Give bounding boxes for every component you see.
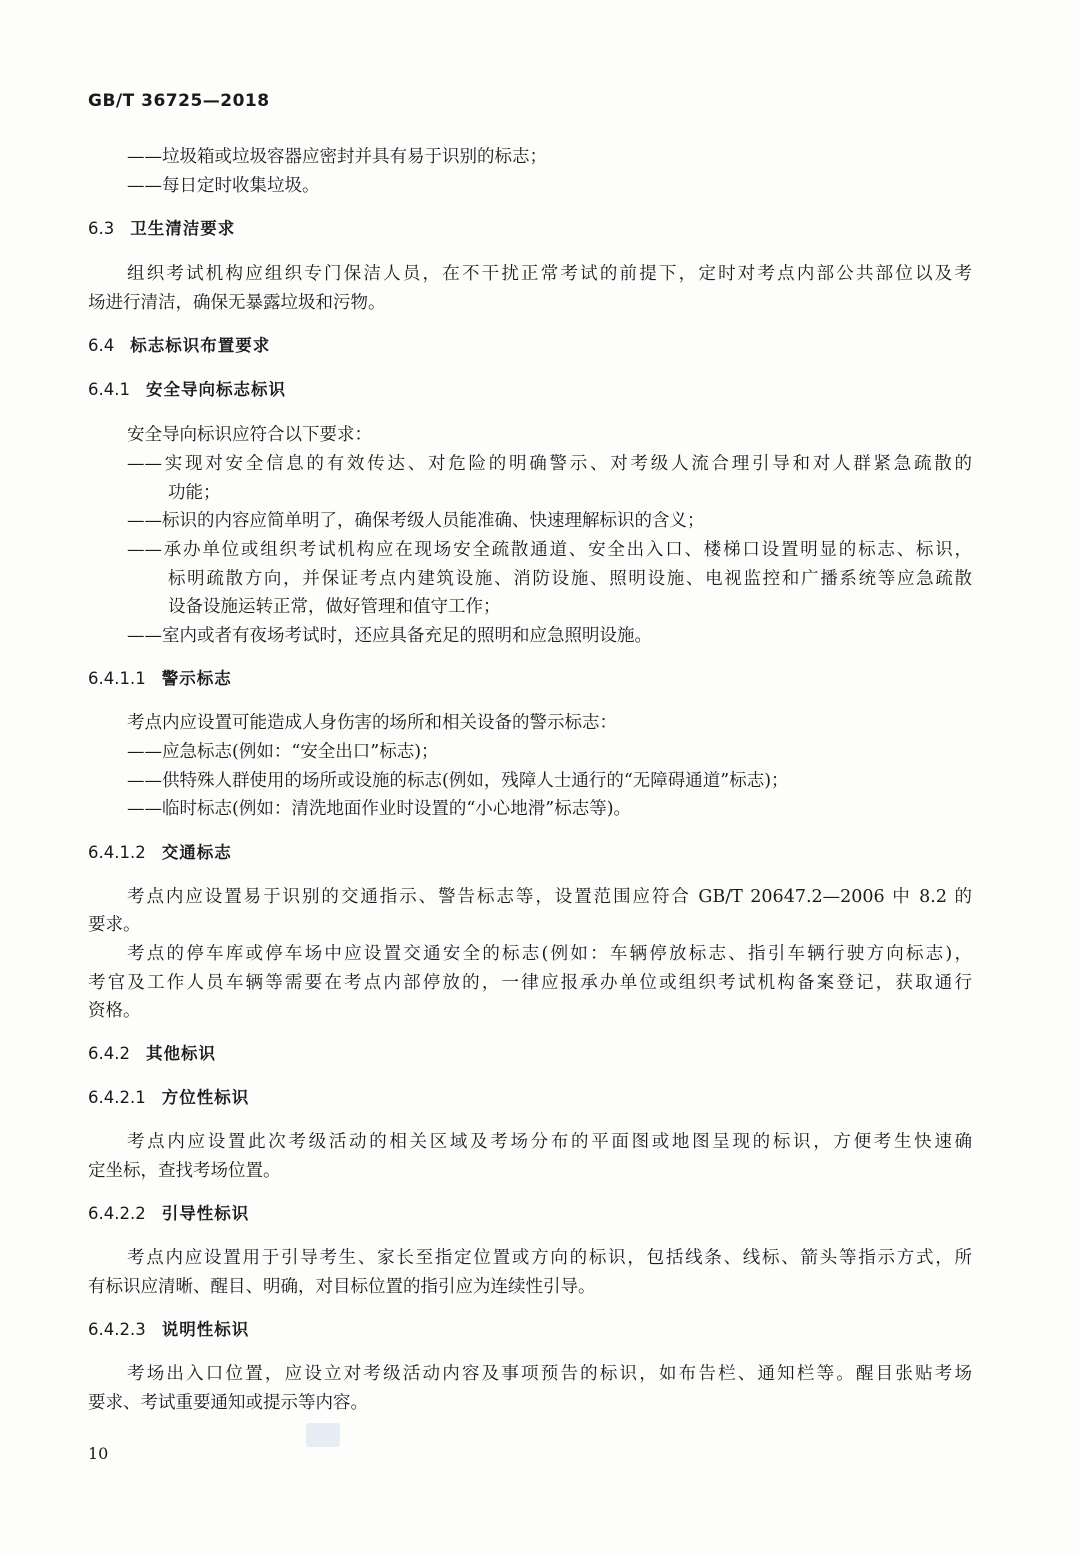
section-title: 卫生清洁要求 [130,219,236,238]
paragraph-line: 资格。 [88,1001,141,1021]
paragraph-line: 考点内应设置此次考级活动的相关区域及考场分布的平面图或地图呈现的标识，方便考生快速确 [127,1132,972,1152]
section-number: 6.4.2.2 [88,1204,146,1223]
section-heading-6-4-1-2 [88,841,232,865]
section-heading-6-3 [88,217,235,241]
paragraph-line: 组织考试机构应组织专门保洁人员，在不干扰正常考试的前提下，定时对考点内部公共部位以及考 [127,264,972,284]
section-title: 方位性标识 [161,1088,250,1107]
section-heading-6-4 [88,334,270,358]
dash-item: ——供特殊人群使用的场所或设施的标志(例如，残障人士通行的“无障碍通道”标志)； [127,771,789,791]
dash-item: ——室内或者有夜场考试时，还应具备充足的照明和应急照明设施。 [127,626,652,646]
section-number: 6.4.1.2 [88,843,146,862]
dash-item-continuation: 功能； [168,483,221,503]
dash-item-continuation: 设备设施运转正常，做好管理和值守工作； [168,597,501,617]
dash-item-continuation: 标明疏散方向，并保证考点内建筑设施、消防设施、照明设施、电视监控和广播系统等应急疏散 [168,569,972,589]
section-title: 其他标识 [145,1044,216,1063]
paragraph-line: 要求、考试重要通知或提示等内容。 [88,1393,368,1413]
paragraph-line: 考点的停车库或停车场中应设置交通安全的标志(例如：车辆停放标志、指引车辆行驶方向标志)， [127,944,972,964]
dash-item: ——标识的内容应简单明了，确保考级人员能准确、快速理解标识的含义； [127,511,705,531]
section-heading-6-4-2 [88,1042,216,1066]
section-title: 标志标识布置要求 [130,336,271,355]
paragraph-line: 考点内应设置用于引导考生、家长至指定位置或方向的标识，包括线条、线标、箭头等指示方式，所 [127,1248,972,1268]
section-number: 6.3 [88,219,115,238]
dash-item: ——临时标志(例如：清洗地面作业时设置的“小心地滑”标志等)。 [127,799,632,819]
standard-code-header: GB/T 36725—2018 [88,91,270,111]
section-heading-6-4-2-2 [88,1202,249,1226]
dash-item: ——垃圾箱或垃圾容器应密封并具有易于识别的标志； [127,147,547,167]
section-heading-6-4-2-1 [88,1086,249,1110]
page-number: 10 [88,1444,109,1463]
paragraph-line: 安全导向标识应符合以下要求： [127,425,372,445]
section-heading-6-4-1 [88,378,286,402]
section-number: 6.4.1 [88,380,130,399]
section-number: 6.4.1.1 [88,669,146,688]
section-title: 说明性标识 [161,1320,250,1339]
section-title: 引导性标识 [161,1204,250,1223]
section-title: 警示标志 [161,669,232,688]
section-number: 6.4 [88,336,115,355]
paragraph-line: 有标识应清晰、醒目、明确，对目标位置的指引应为连续性引导。 [88,1277,596,1297]
section-title: 安全导向标志标识 [145,380,286,399]
section-number: 6.4.2.3 [88,1320,146,1339]
dash-item: ——实现对安全信息的有效传达、对危险的明确警示、对考级人流合理引导和对人群紧急疏散的 [127,454,972,474]
paragraph-line: 要求。 [88,915,141,935]
watermark-logo-icon [306,1423,340,1447]
dash-item: ——应急标志(例如：“安全出口”标志)； [127,742,439,762]
paragraph-line: 场进行清洁，确保无暴露垃圾和污物。 [88,293,386,313]
dash-item: ——每日定时收集垃圾。 [127,176,320,196]
section-number: 6.4.2.1 [88,1088,146,1107]
paragraph-line: 考场出入口位置，应设立对考级活动内容及事项预告的标识，如布告栏、通知栏等。醒目张贴考场 [127,1364,972,1384]
paragraph-line: 考点内应设置易于识别的交通指示、警告标志等，设置范围应符合 GB/T 20647.2—2006 中 8.2 的 [127,887,972,907]
paragraph-line: 考官及工作人员车辆等需要在考点内部停放的，一律应报承办单位或组织考试机构备案登记，获取通行 [88,973,972,993]
paragraph-line: 定坐标，查找考场位置。 [88,1161,281,1181]
paragraph-line: 考点内应设置可能造成人身伤害的场所和相关设备的警示标志： [127,713,617,733]
section-heading-6-4-1-1 [88,667,232,691]
section-number: 6.4.2 [88,1044,130,1063]
dash-item: ——承办单位或组织考试机构应在现场安全疏散通道、安全出入口、楼梯口设置明显的标志、标识， [127,540,972,560]
section-title: 交通标志 [161,843,232,862]
section-heading-6-4-2-3 [88,1318,249,1342]
